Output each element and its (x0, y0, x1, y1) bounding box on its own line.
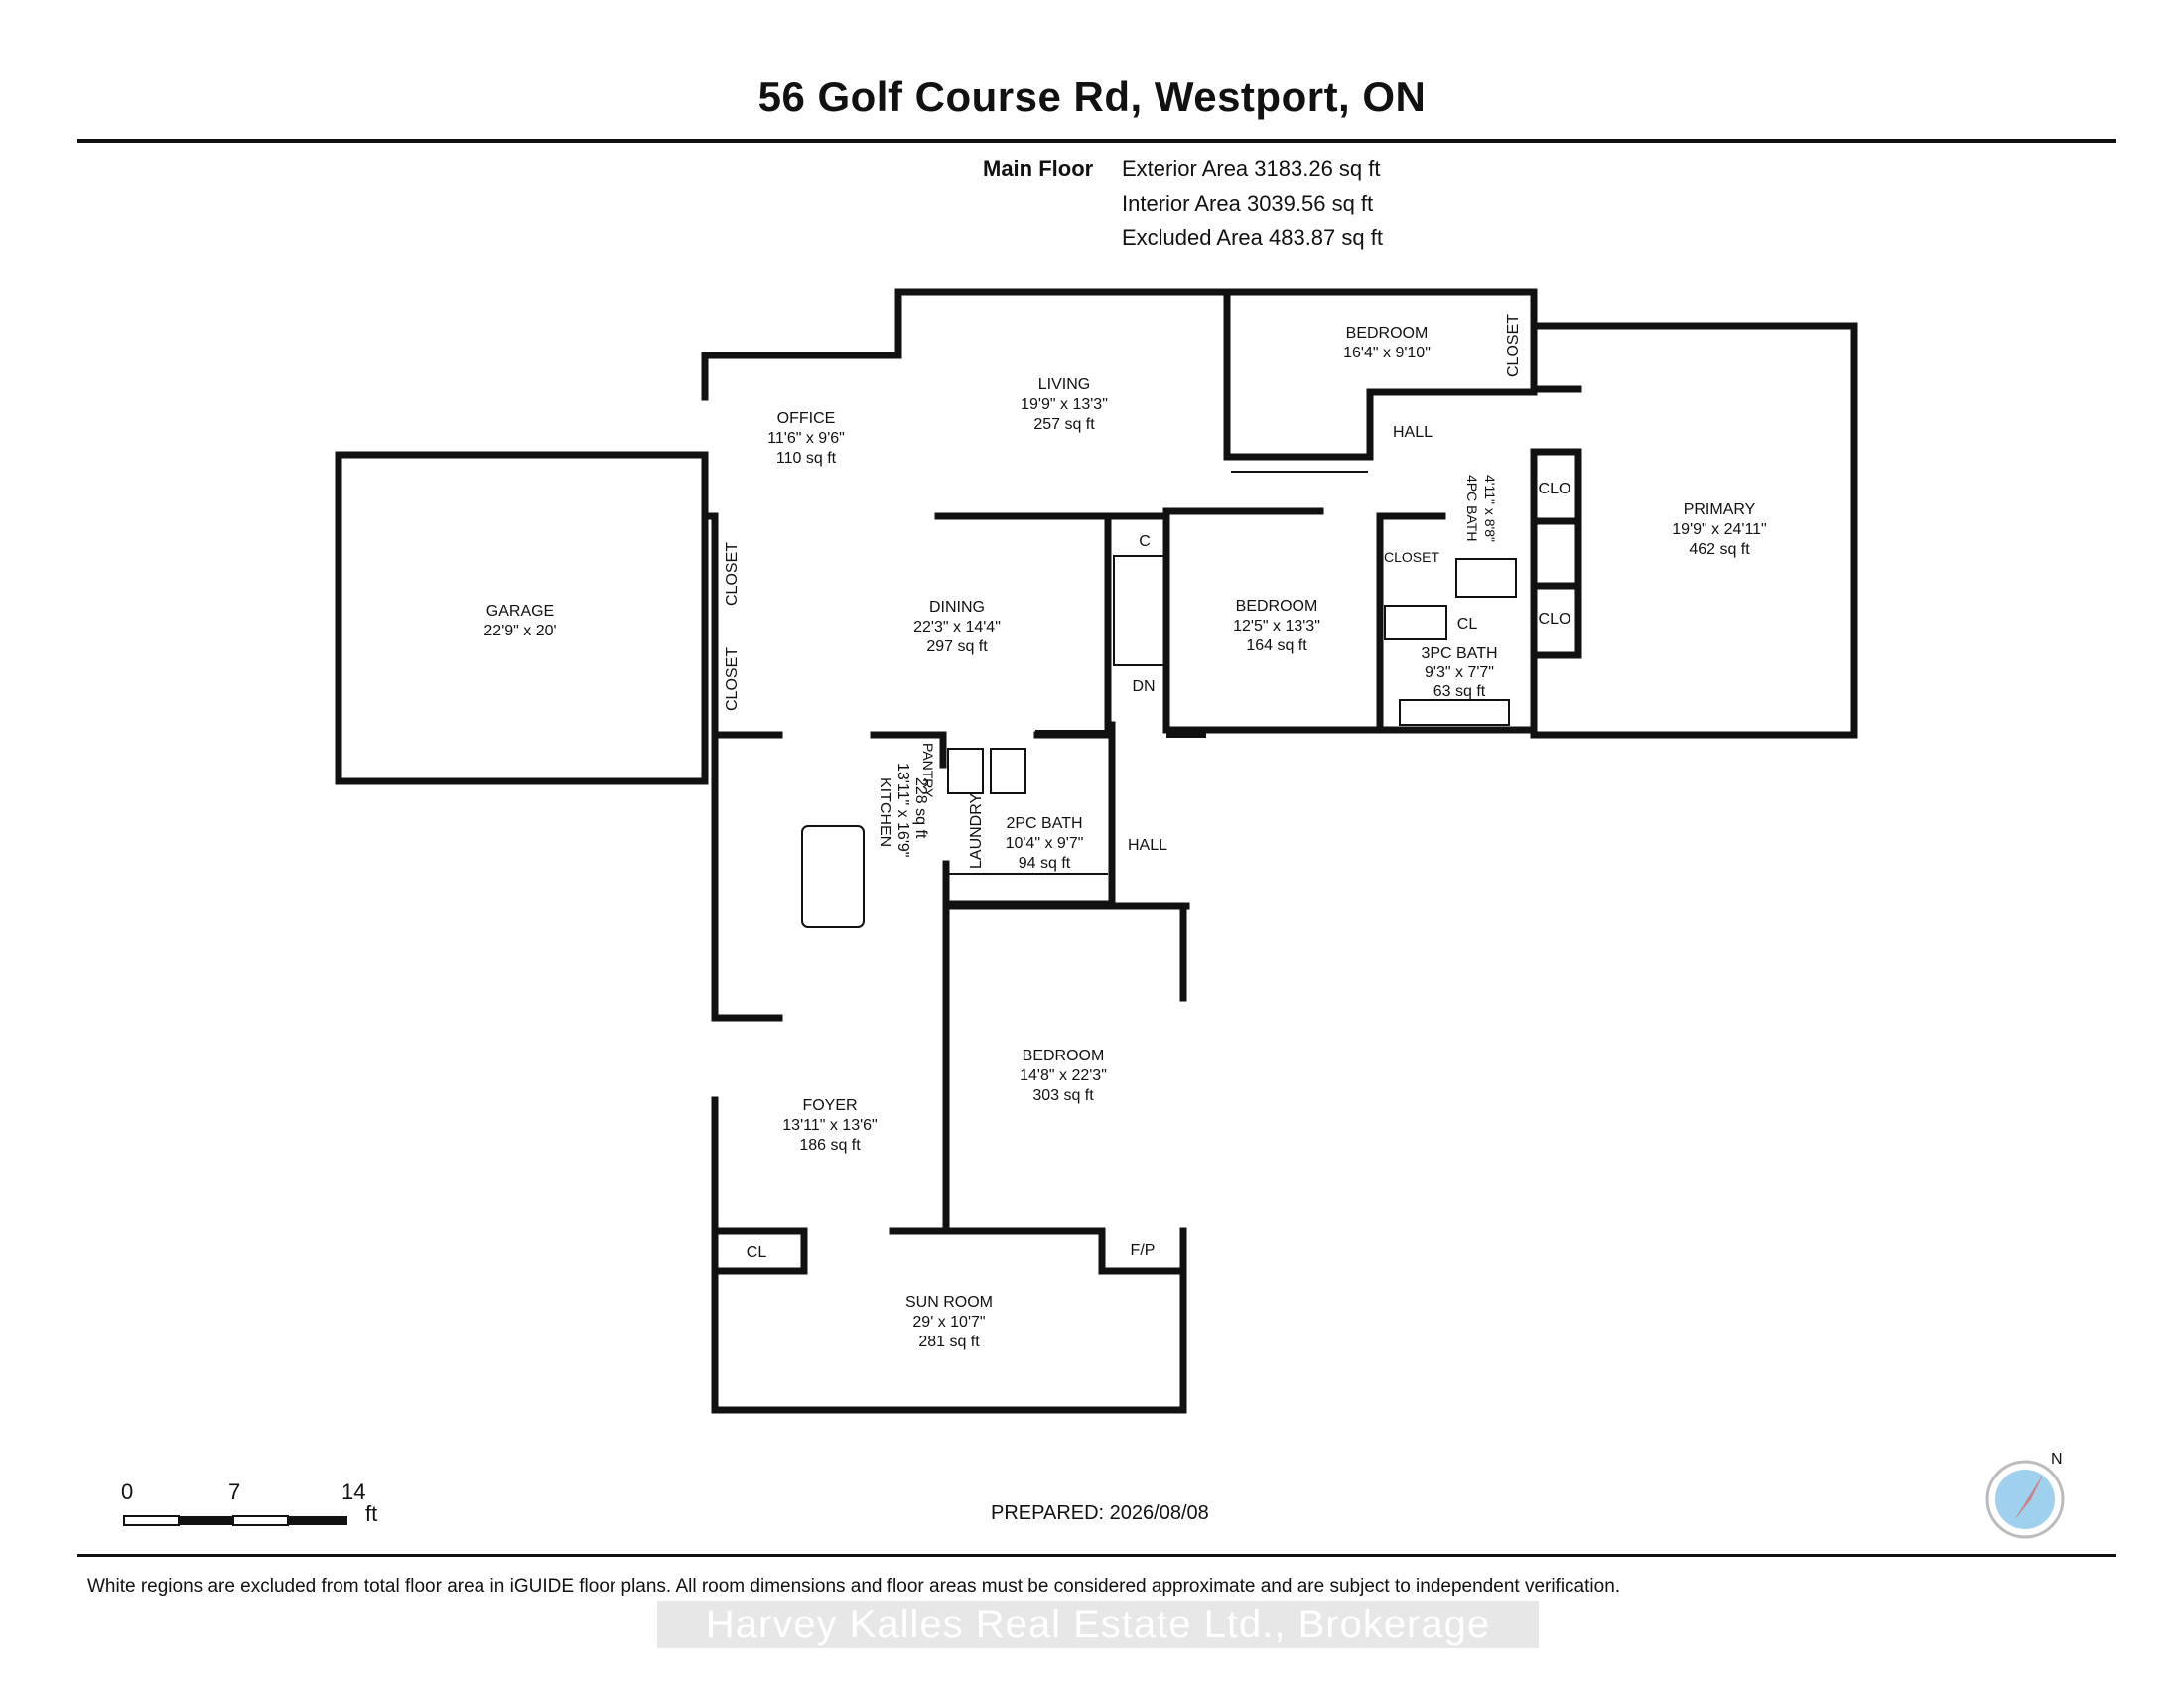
bedroom-mid-dims: 12'5" x 13'3" (1233, 618, 1320, 634)
bedroom-top-label: BEDROOM (1345, 325, 1429, 342)
dn-label: DN (1132, 678, 1156, 695)
clo-label-2: CLO (1538, 611, 1571, 628)
clo-label-1: CLO (1538, 481, 1571, 497)
bath3-area: 63 sq ft (1433, 683, 1486, 700)
bath2-dims: 10'4" x 9'7" (1005, 835, 1084, 852)
foyer-area: 186 sq ft (799, 1137, 861, 1154)
brokerage-watermark: Harvey Kalles Real Estate Ltd., Brokerage (657, 1601, 1539, 1648)
office-area: 110 sq ft (775, 450, 837, 467)
scale-segment-3 (233, 1516, 288, 1525)
bedroom-top-dims: 16'4" x 9'10" (1343, 345, 1431, 361)
dining-area: 297 sq ft (926, 638, 988, 655)
living-area: 257 sq ft (1033, 416, 1095, 433)
bedroom-mid-area: 164 sq ft (1246, 637, 1307, 654)
primary-area: 462 sq ft (1689, 541, 1750, 558)
c-label: C (1139, 533, 1151, 550)
closet-label-4: CLOSET (1383, 549, 1440, 565)
kitchen-label: KITCHEN (877, 777, 893, 848)
floor-label: Main Floor (983, 156, 1094, 181)
cl-label-2: CL (746, 1244, 767, 1261)
cl-label-1: CL (1456, 616, 1478, 633)
scale-unit: ft (365, 1501, 378, 1526)
bedroom-low-label: BEDROOM (1022, 1048, 1105, 1064)
pantry-label: PANTRY (920, 743, 936, 798)
office-dims: 11'6" x 9'6" (767, 430, 845, 447)
bath2-label: 2PC BATH (1006, 815, 1083, 832)
dining-label: DINING (929, 599, 985, 616)
kitchen-dims: 13'11" x 16'9" (894, 763, 911, 858)
bath4-label: 4PC BATH (1464, 475, 1480, 542)
scale-tick-0: 0 (121, 1479, 134, 1504)
interior-area: Interior Area 3039.56 sq ft (1122, 191, 1374, 215)
scale-segment-1 (124, 1516, 179, 1525)
foyer-label: FOYER (802, 1097, 858, 1114)
scale-tick-7: 7 (228, 1479, 241, 1504)
sunroom-dims: 29' x 10'7" (912, 1314, 986, 1331)
interior-lines (339, 455, 1516, 927)
hall-label-2: HALL (1127, 837, 1168, 854)
garage-label: GARAGE (485, 603, 555, 620)
excluded-area: Excluded Area 483.87 sq ft (1122, 225, 1383, 250)
primary-label: PRIMARY (1683, 501, 1756, 518)
closet-label-2: CLOSET (724, 646, 741, 711)
fp-label: F/P (1130, 1242, 1156, 1259)
living-label: LIVING (1037, 376, 1091, 393)
closet-label-1: CLOSET (724, 541, 741, 606)
bedroom-mid-label: BEDROOM (1235, 598, 1318, 615)
compass-icon (1987, 1451, 2063, 1537)
primary-dims: 19'9" x 24'11" (1672, 521, 1767, 538)
office-label: OFFICE (776, 410, 836, 427)
dining-dims: 22'3" x 14'4" (913, 619, 1001, 635)
page-title: 56 Golf Course Rd, Westport, ON (757, 73, 1427, 120)
scale-segment-2 (179, 1516, 233, 1525)
bedroom-low-area: 303 sq ft (1032, 1087, 1094, 1104)
footer-divider (77, 1554, 2116, 1557)
fixture-marks (1035, 730, 1206, 738)
scale-tick-14: 14 (341, 1479, 366, 1504)
bath2-area: 94 sq ft (1018, 855, 1071, 872)
compass-label: N (2051, 1451, 2063, 1468)
scale-segment-4 (288, 1516, 347, 1525)
closet-label-3: CLOSET (1505, 313, 1522, 377)
bedroom-low-dims: 14'8" x 22'3" (1020, 1067, 1107, 1084)
laundry-label: LAUNDRY (968, 792, 985, 869)
living-dims: 19'9" x 13'3" (1021, 396, 1108, 413)
kitchen-area: 228 sq ft (912, 777, 929, 839)
prepared-date: PREPARED: 2026/08/08 (991, 1502, 1209, 1524)
exterior-area: Exterior Area 3183.26 sq ft (1122, 156, 1381, 181)
exterior-walls (339, 292, 1854, 1410)
sunroom-area: 281 sq ft (918, 1334, 980, 1350)
bath3-label: 3PC BATH (1421, 645, 1498, 662)
garage-dims: 22'9" x 20' (483, 623, 557, 639)
bath4-dims: 4'11" x 8'8" (1482, 475, 1498, 542)
foyer-dims: 13'11" x 13'6" (782, 1117, 878, 1134)
disclaimer: White regions are excluded from total floor area in iGUIDE floor plans. All room dimensions and floor areas must be considered approximate and are subject to independent verification. (87, 1576, 1621, 1597)
bath3-dims: 9'3" x 7'7" (1425, 664, 1494, 681)
sunroom-label: SUN ROOM (905, 1294, 993, 1311)
hall-label-1: HALL (1392, 424, 1433, 441)
